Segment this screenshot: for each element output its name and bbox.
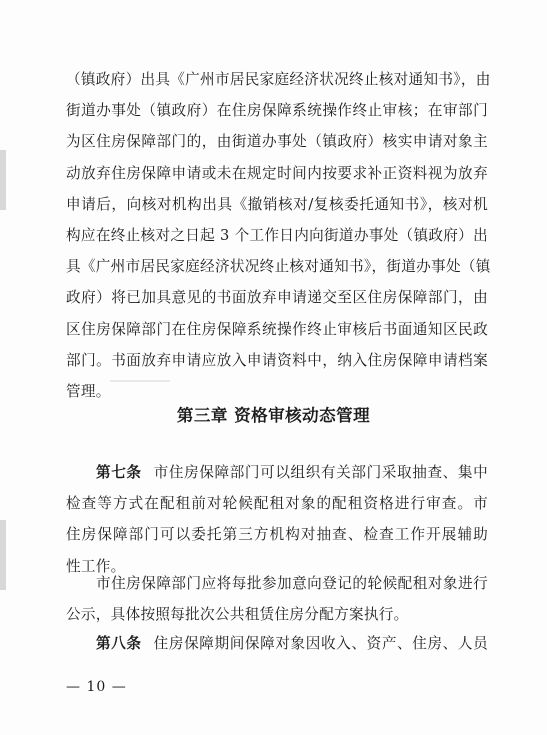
text-line: 性工作。 xyxy=(66,557,126,575)
text-line: 申请后，向核对机构出具《撤销核对/复核委托通知书》，核对机 xyxy=(66,195,488,213)
text-line: 街道办事处（镇政府）在住房保障系统操作终止审核；在审部门 xyxy=(66,102,488,120)
page-number: — 10 — xyxy=(66,679,127,695)
scan-edge-mark xyxy=(0,150,6,210)
text-line: 为区住房保障部门的，由街道办事处（镇政府）核实申请对象主 xyxy=(66,133,488,151)
text-line: 构应在终止核对之日起 3 个工作日内向街道办事处（镇政府）出 xyxy=(66,227,488,245)
text-line: 检查等方式在配租前对轮候配租对象的配租资格进行审查。市 xyxy=(66,495,488,513)
text-line: 动放弃住房保障申请或未在规定时间内按要求补正资料视为放弃 xyxy=(66,164,488,182)
text-line: （镇政府）出具《广州市居民家庭经济状况终止核对通知书》，由 xyxy=(66,71,491,88)
article-7 xyxy=(66,457,488,582)
article-number: 第八条 xyxy=(96,635,142,652)
text-line: 市住房保障部门应将每批参加意向登记的轮候配租对象进行 xyxy=(96,575,488,592)
text-line: 管理。 xyxy=(66,383,111,401)
paragraph-public-notice xyxy=(66,568,488,630)
text-line: 部门。书面放弃申请应放入申请资料中，纳入住房保障申请档案 xyxy=(66,351,488,369)
article-text: 市住房保障部门可以组织有关部门采取抽查、集中 xyxy=(153,464,488,481)
article-7-first-line xyxy=(66,457,488,488)
text-line: 区住房保障部门在住房保障系统操作终止审核后书面通知区民政 xyxy=(66,320,488,338)
text-line: 具《广州市居民家庭经济状况终止核对通知书》，街道办事处（镇 xyxy=(66,258,491,276)
article-text: 住房保障期间保障对象因收入、资产、住房、人员 xyxy=(153,635,488,652)
scan-edge-mark xyxy=(0,520,6,590)
article-8-first-line xyxy=(66,628,488,659)
chapter-title: 第三章 资格审核动态管理 xyxy=(176,406,371,425)
article-number: 第七条 xyxy=(96,464,142,481)
paragraph-termination-procedure xyxy=(66,64,491,407)
text-line: 公示，具体按照每批次公共租赁住房分配方案执行。 xyxy=(66,606,409,624)
article-8 xyxy=(66,628,488,659)
text-line: 住房保障部门可以委托第三方机构对抽查、检查工作开展辅助 xyxy=(66,526,488,544)
text-line: 政府）将已加具意见的书面放弃申请递交至区住房保障部门，由 xyxy=(66,289,488,307)
